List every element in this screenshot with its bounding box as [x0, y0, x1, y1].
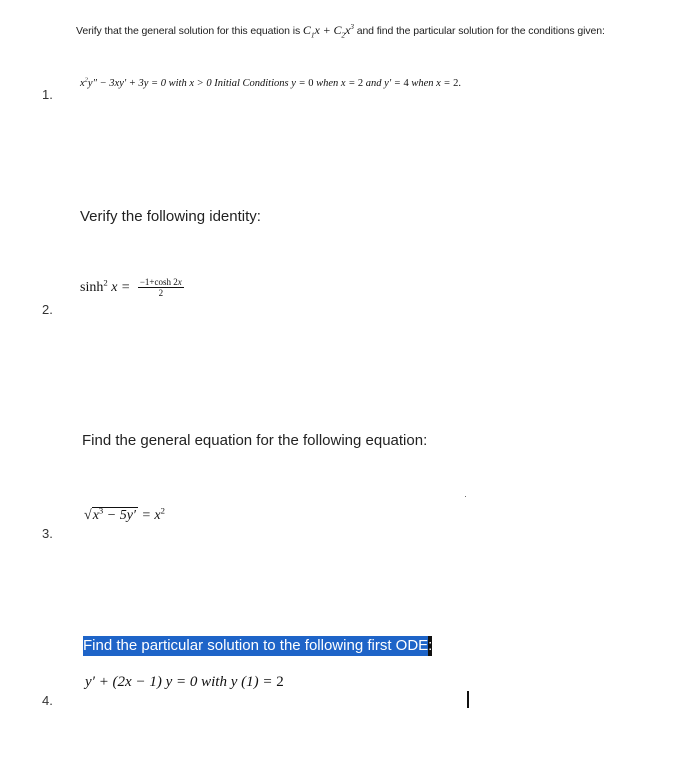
- q1-when-2: when: [411, 78, 434, 89]
- q1-when-1: when: [316, 78, 339, 89]
- q1-x-value-2: 2.: [453, 78, 461, 89]
- stray-dot: [465, 496, 466, 497]
- q1-general-solution: $C_1x + C_2x^3$: [302, 22, 354, 40]
- q3-sqrt: $√x^3 - 5y'$: [84, 505, 136, 523]
- q2-fraction: $\frac{-1+\cosh 2x}{2}$: [139, 277, 182, 299]
- q4-equation: y′ + (2x − 1) y = 0 with y (1) = 2: [85, 674, 284, 690]
- text-cursor[interactable]: [467, 691, 469, 708]
- q1-x-value-1: 2: [357, 78, 364, 89]
- q1-with: with: [168, 78, 187, 89]
- q2-number: 2.: [42, 302, 53, 317]
- q4-with: with: [201, 674, 227, 690]
- q2-lhs-func: sinh: [80, 280, 104, 296]
- q1-y-value: 0: [308, 78, 314, 89]
- q4-heading-selected[interactable]: Find the particular solution to the following first ODE: [83, 637, 429, 654]
- q1-and: and: [365, 78, 382, 89]
- q3-number: 3.: [42, 526, 53, 541]
- q1-equation: $x^2y'' - 3xy' + 3y = 0$ with x > 0 Initial Conditions y = 0 when x = 2 and y′ = 4 when x = 2.: [80, 76, 461, 89]
- q1-dy-value: 4: [403, 78, 409, 89]
- q4-number: 4.: [42, 693, 53, 708]
- q2-frac-num: −1+cosh 2: [139, 277, 178, 287]
- q3-equation: $√x^3 - 5y' = x^2$: [84, 505, 165, 523]
- q2-heading: Verify the following identity:: [80, 208, 261, 225]
- q4-heading[interactable]: [83, 637, 432, 654]
- q3-heading: Find the general equation for the following equation:: [82, 432, 428, 449]
- q2-identity: $\sinh^2 x$ = $\frac{-1+\cosh 2x}{2}$: [80, 277, 182, 299]
- q1-number: 1.: [42, 87, 53, 102]
- q1-intro-prefix: Verify that the general solution for this equation is: [76, 25, 301, 37]
- q4-value: 2: [276, 674, 284, 690]
- q2-frac-den: 2: [158, 288, 164, 299]
- q1-initial-conditions: Initial Conditions: [214, 78, 289, 89]
- q1-intro: [76, 23, 605, 38]
- q4-heading-colon[interactable]: :: [428, 637, 433, 654]
- q1-intro-suffix: and find the particular solution for the conditions given:: [356, 25, 605, 37]
